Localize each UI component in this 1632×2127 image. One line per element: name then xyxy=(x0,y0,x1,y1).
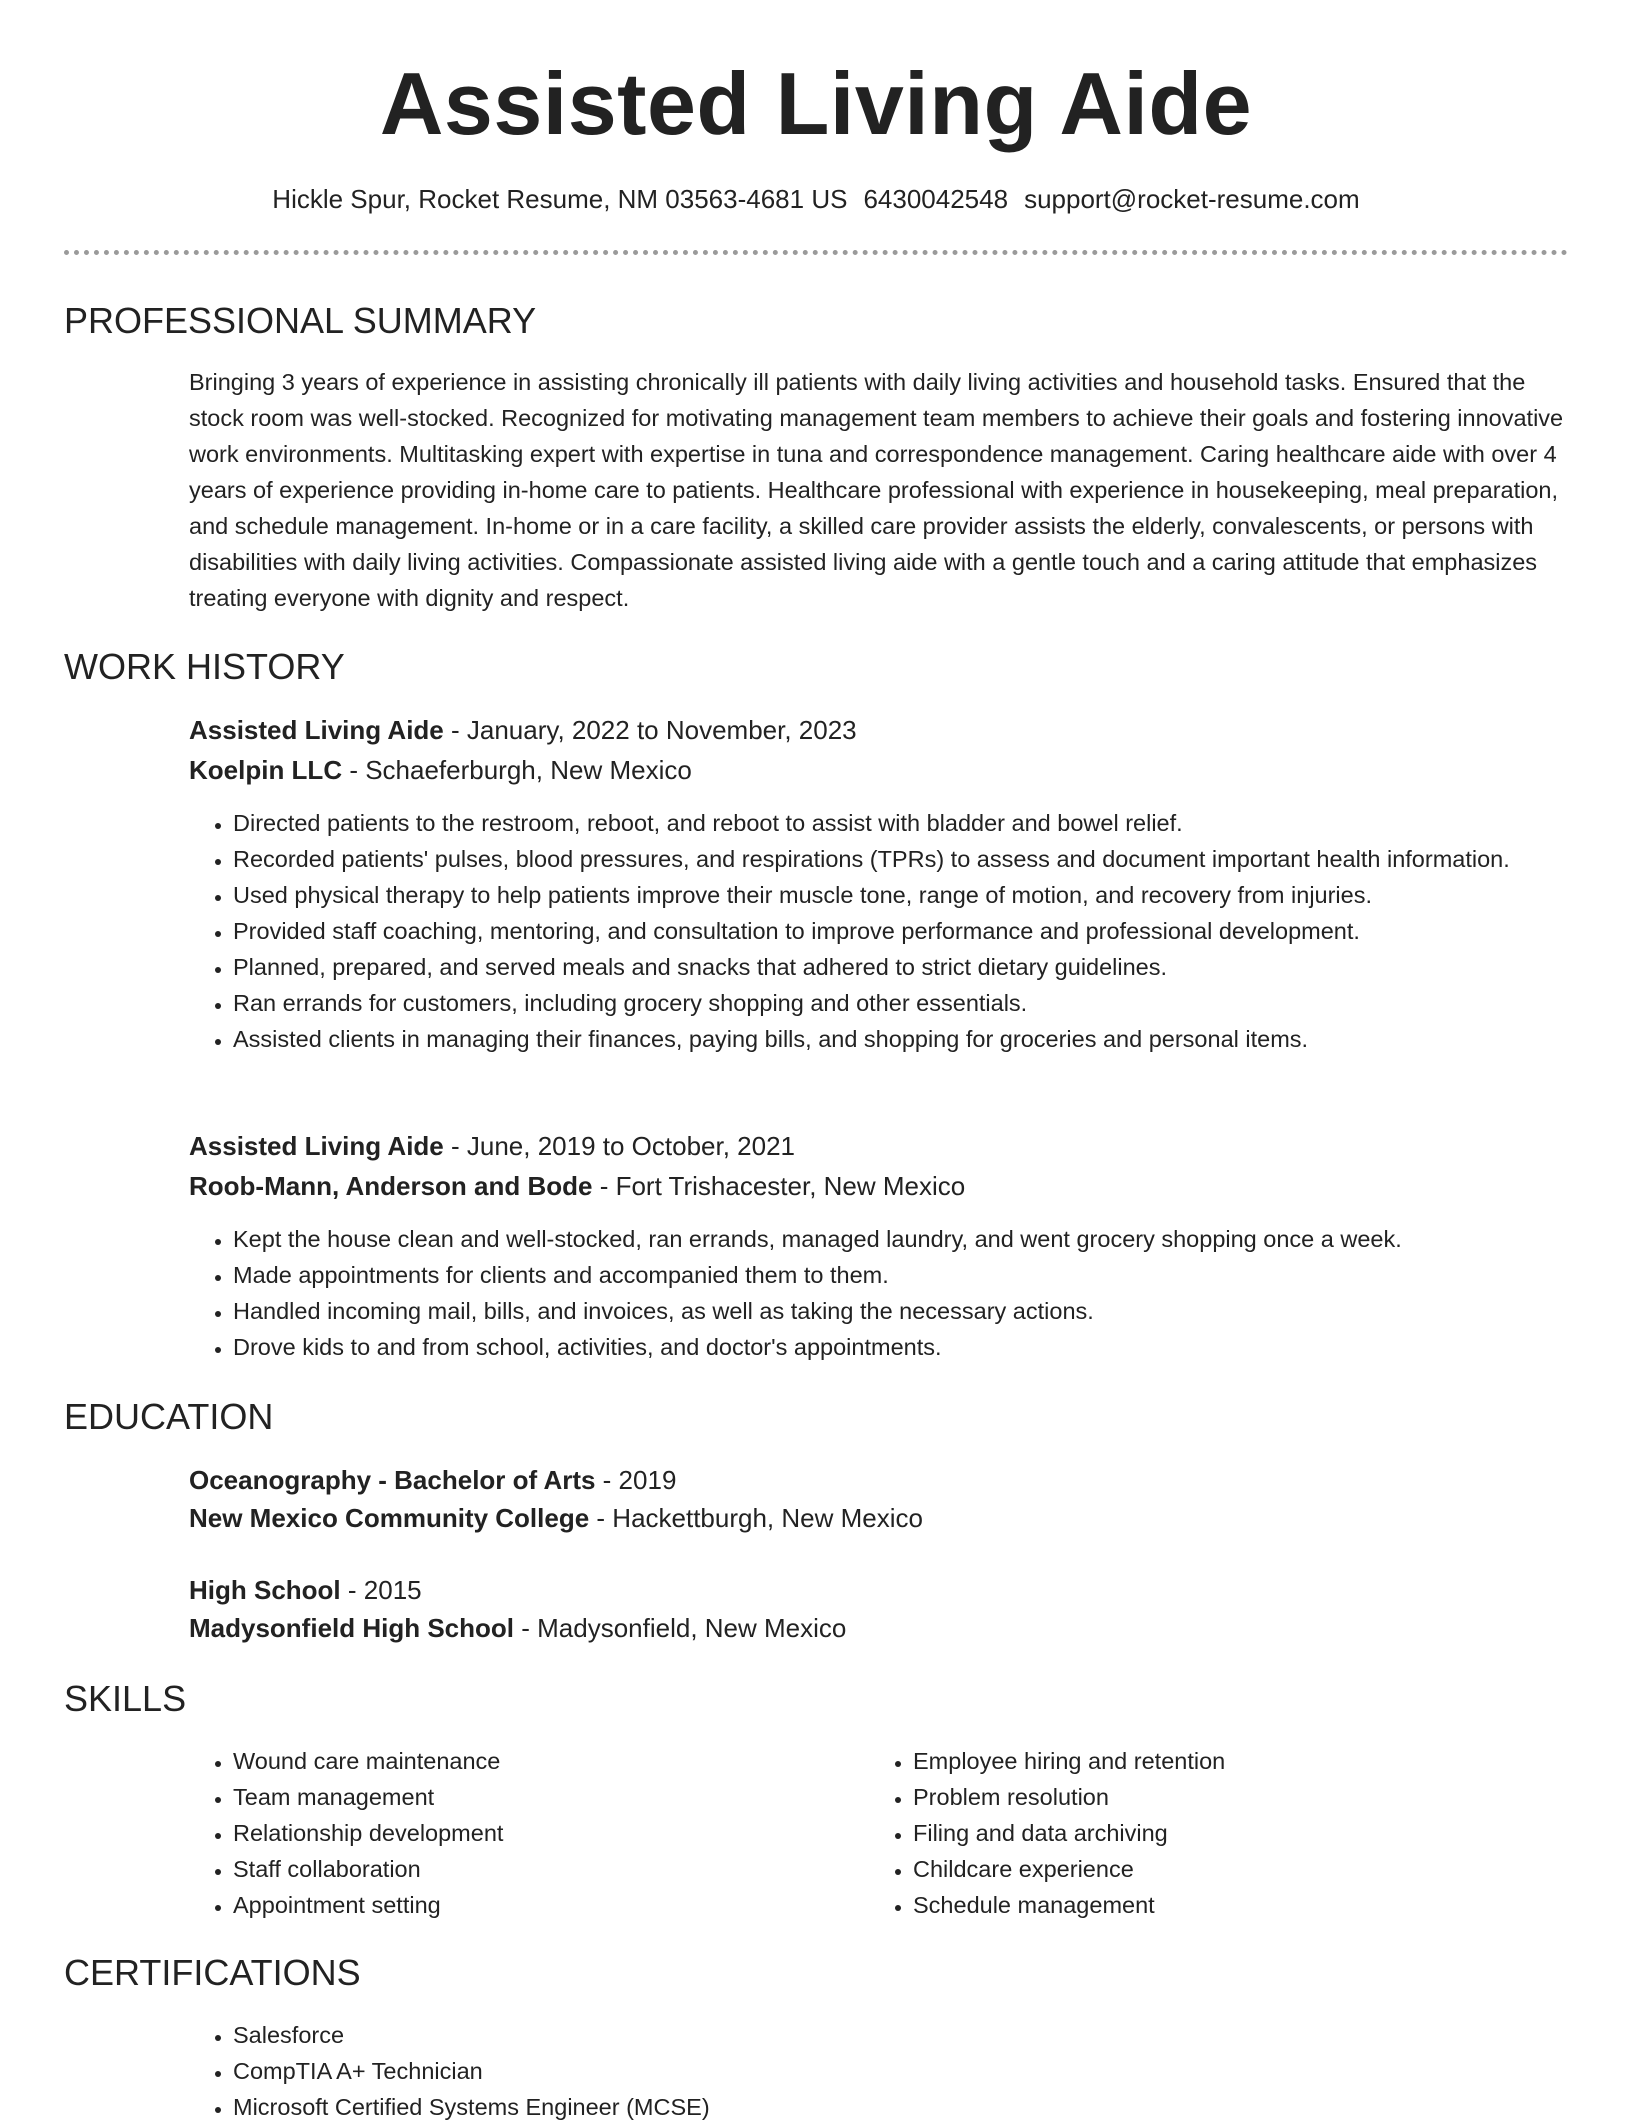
job-bullets xyxy=(189,805,1533,1057)
section-title-work: WORK HISTORY xyxy=(64,646,345,687)
job-bullet: • Assisted clients in managing their finances, paying bills, and shopping for groceries and personal items. xyxy=(233,1021,1533,1057)
skill-item: • Schedule management xyxy=(913,1887,1533,1923)
job-company: Roob-Mann, Anderson and Bode xyxy=(189,1171,593,1201)
education-degree: Oceanography - Bachelor of Arts xyxy=(189,1465,596,1495)
job-location: - Schaeferburgh, New Mexico xyxy=(342,755,692,785)
skill-item: • Filing and data archiving xyxy=(913,1815,1533,1851)
certifications-list xyxy=(189,2017,1533,2125)
skill-item: • Problem resolution xyxy=(913,1779,1533,1815)
job-bullets xyxy=(189,1221,1533,1365)
skill-item: • Wound care maintenance xyxy=(233,1743,853,1779)
job-title: Assisted Living Aide xyxy=(189,1131,444,1161)
contact-address: Hickle Spur, Rocket Resume, NM 03563-4681 US xyxy=(272,184,848,214)
section-title-certifications: CERTIFICATIONS xyxy=(64,1952,361,1993)
summary-text: Bringing 3 years of experience in assisting chronically ill patients with daily living activities and household tasks. Ensured that the stock room was well-stocked. Recognized for motivating management team members to achieve their goals and fostering innovative work environments. Multitasking expert with expertise in tuna and correspondence management. Caring healthcare aide with over 4 years of experience providing in-home care to patients. Healthcare professional with experience in housekeeping, meal preparation, and schedule management. In-home or in a care facility, a skilled care provider assists the elderly, convalescents, or persons with disabilities with daily living activities. Compassionate assisted living aide with a gentle touch and a caring attitude that emphasizes treating everyone with dignity and respect. xyxy=(189,369,1564,611)
skill-item: • Staff collaboration xyxy=(233,1851,853,1887)
contact-phone: 6430042548 xyxy=(863,184,1009,214)
job-location: - Fort Trishacester, New Mexico xyxy=(592,1171,966,1201)
job-bullet: • Directed patients to the restroom, reboot, and reboot to assist with bladder and bowel relief. xyxy=(233,805,1533,841)
section-title-summary: PROFESSIONAL SUMMARY xyxy=(64,300,537,341)
education-degree-line xyxy=(189,1572,422,1608)
certification-item: • Salesforce xyxy=(233,2017,1533,2053)
job-bullet: • Recorded patients' pulses, blood pressures, and respirations (TPRs) to assess and document important health information. xyxy=(233,841,1533,877)
contact-email: support@rocket-resume.com xyxy=(1024,184,1360,214)
education-school-line xyxy=(189,1500,923,1536)
education-year: - 2019 xyxy=(595,1465,677,1495)
job-heading xyxy=(189,712,857,748)
job-bullet: • Drove kids to and from school, activities, and doctor's appointments. xyxy=(233,1329,1533,1365)
job-company: Koelpin LLC xyxy=(189,755,343,785)
job-bullet: • Used physical therapy to help patients improve their muscle tone, range of motion, and recovery from injuries. xyxy=(233,877,1533,913)
job-bullet: • Provided staff coaching, mentoring, and consultation to improve performance and professional development. xyxy=(233,913,1533,949)
job-company-line xyxy=(189,1168,965,1204)
education-location: - Hackettburgh, New Mexico xyxy=(589,1503,923,1533)
job-bullet: • Made appointments for clients and accompanied them to them. xyxy=(233,1257,1533,1293)
education-school-line xyxy=(189,1610,846,1646)
education-school: Madysonfield High School xyxy=(189,1613,515,1643)
section-title-skills: SKILLS xyxy=(64,1678,187,1719)
job-bullet: • Handled incoming mail, bills, and invoices, as well as taking the necessary actions. xyxy=(233,1293,1533,1329)
job-heading xyxy=(189,1128,795,1164)
certification-item: • CompTIA A+ Technician xyxy=(233,2053,1533,2089)
education-school: New Mexico Community College xyxy=(189,1503,590,1533)
education-location: - Madysonfield, New Mexico xyxy=(514,1613,847,1643)
job-bullet: • Ran errands for customers, including grocery shopping and other essentials. xyxy=(233,985,1533,1021)
education-degree-line xyxy=(189,1462,676,1498)
job-title: Assisted Living Aide xyxy=(189,715,444,745)
education-degree: High School xyxy=(189,1575,341,1605)
job-dates: - January, 2022 to November, 2023 xyxy=(443,715,857,745)
skill-item: • Employee hiring and retention xyxy=(913,1743,1533,1779)
skills-list-right xyxy=(869,1743,1533,1923)
skill-item: • Childcare experience xyxy=(913,1851,1533,1887)
education-year: - 2015 xyxy=(340,1575,422,1605)
job-bullet: • Kept the house clean and well-stocked, ran errands, managed laundry, and went grocery shopping once a week. xyxy=(233,1221,1533,1257)
certification-item: • Microsoft Certified Systems Engineer (MCSE) xyxy=(233,2089,1533,2125)
skill-item: • Appointment setting xyxy=(233,1887,853,1923)
job-company-line xyxy=(189,752,692,788)
section-title-education: EDUCATION xyxy=(64,1396,274,1437)
header-divider xyxy=(64,250,1568,255)
skill-item: • Relationship development xyxy=(233,1815,853,1851)
skills-list-left xyxy=(189,1743,853,1923)
job-bullet: • Planned, prepared, and served meals and snacks that adhered to strict dietary guidelines. xyxy=(233,949,1533,985)
skill-item: • Team management xyxy=(233,1779,853,1815)
job-dates: - June, 2019 to October, 2021 xyxy=(443,1131,796,1161)
resume-name-title: Assisted Living Aide xyxy=(379,54,1253,153)
contact-line xyxy=(0,181,1632,217)
